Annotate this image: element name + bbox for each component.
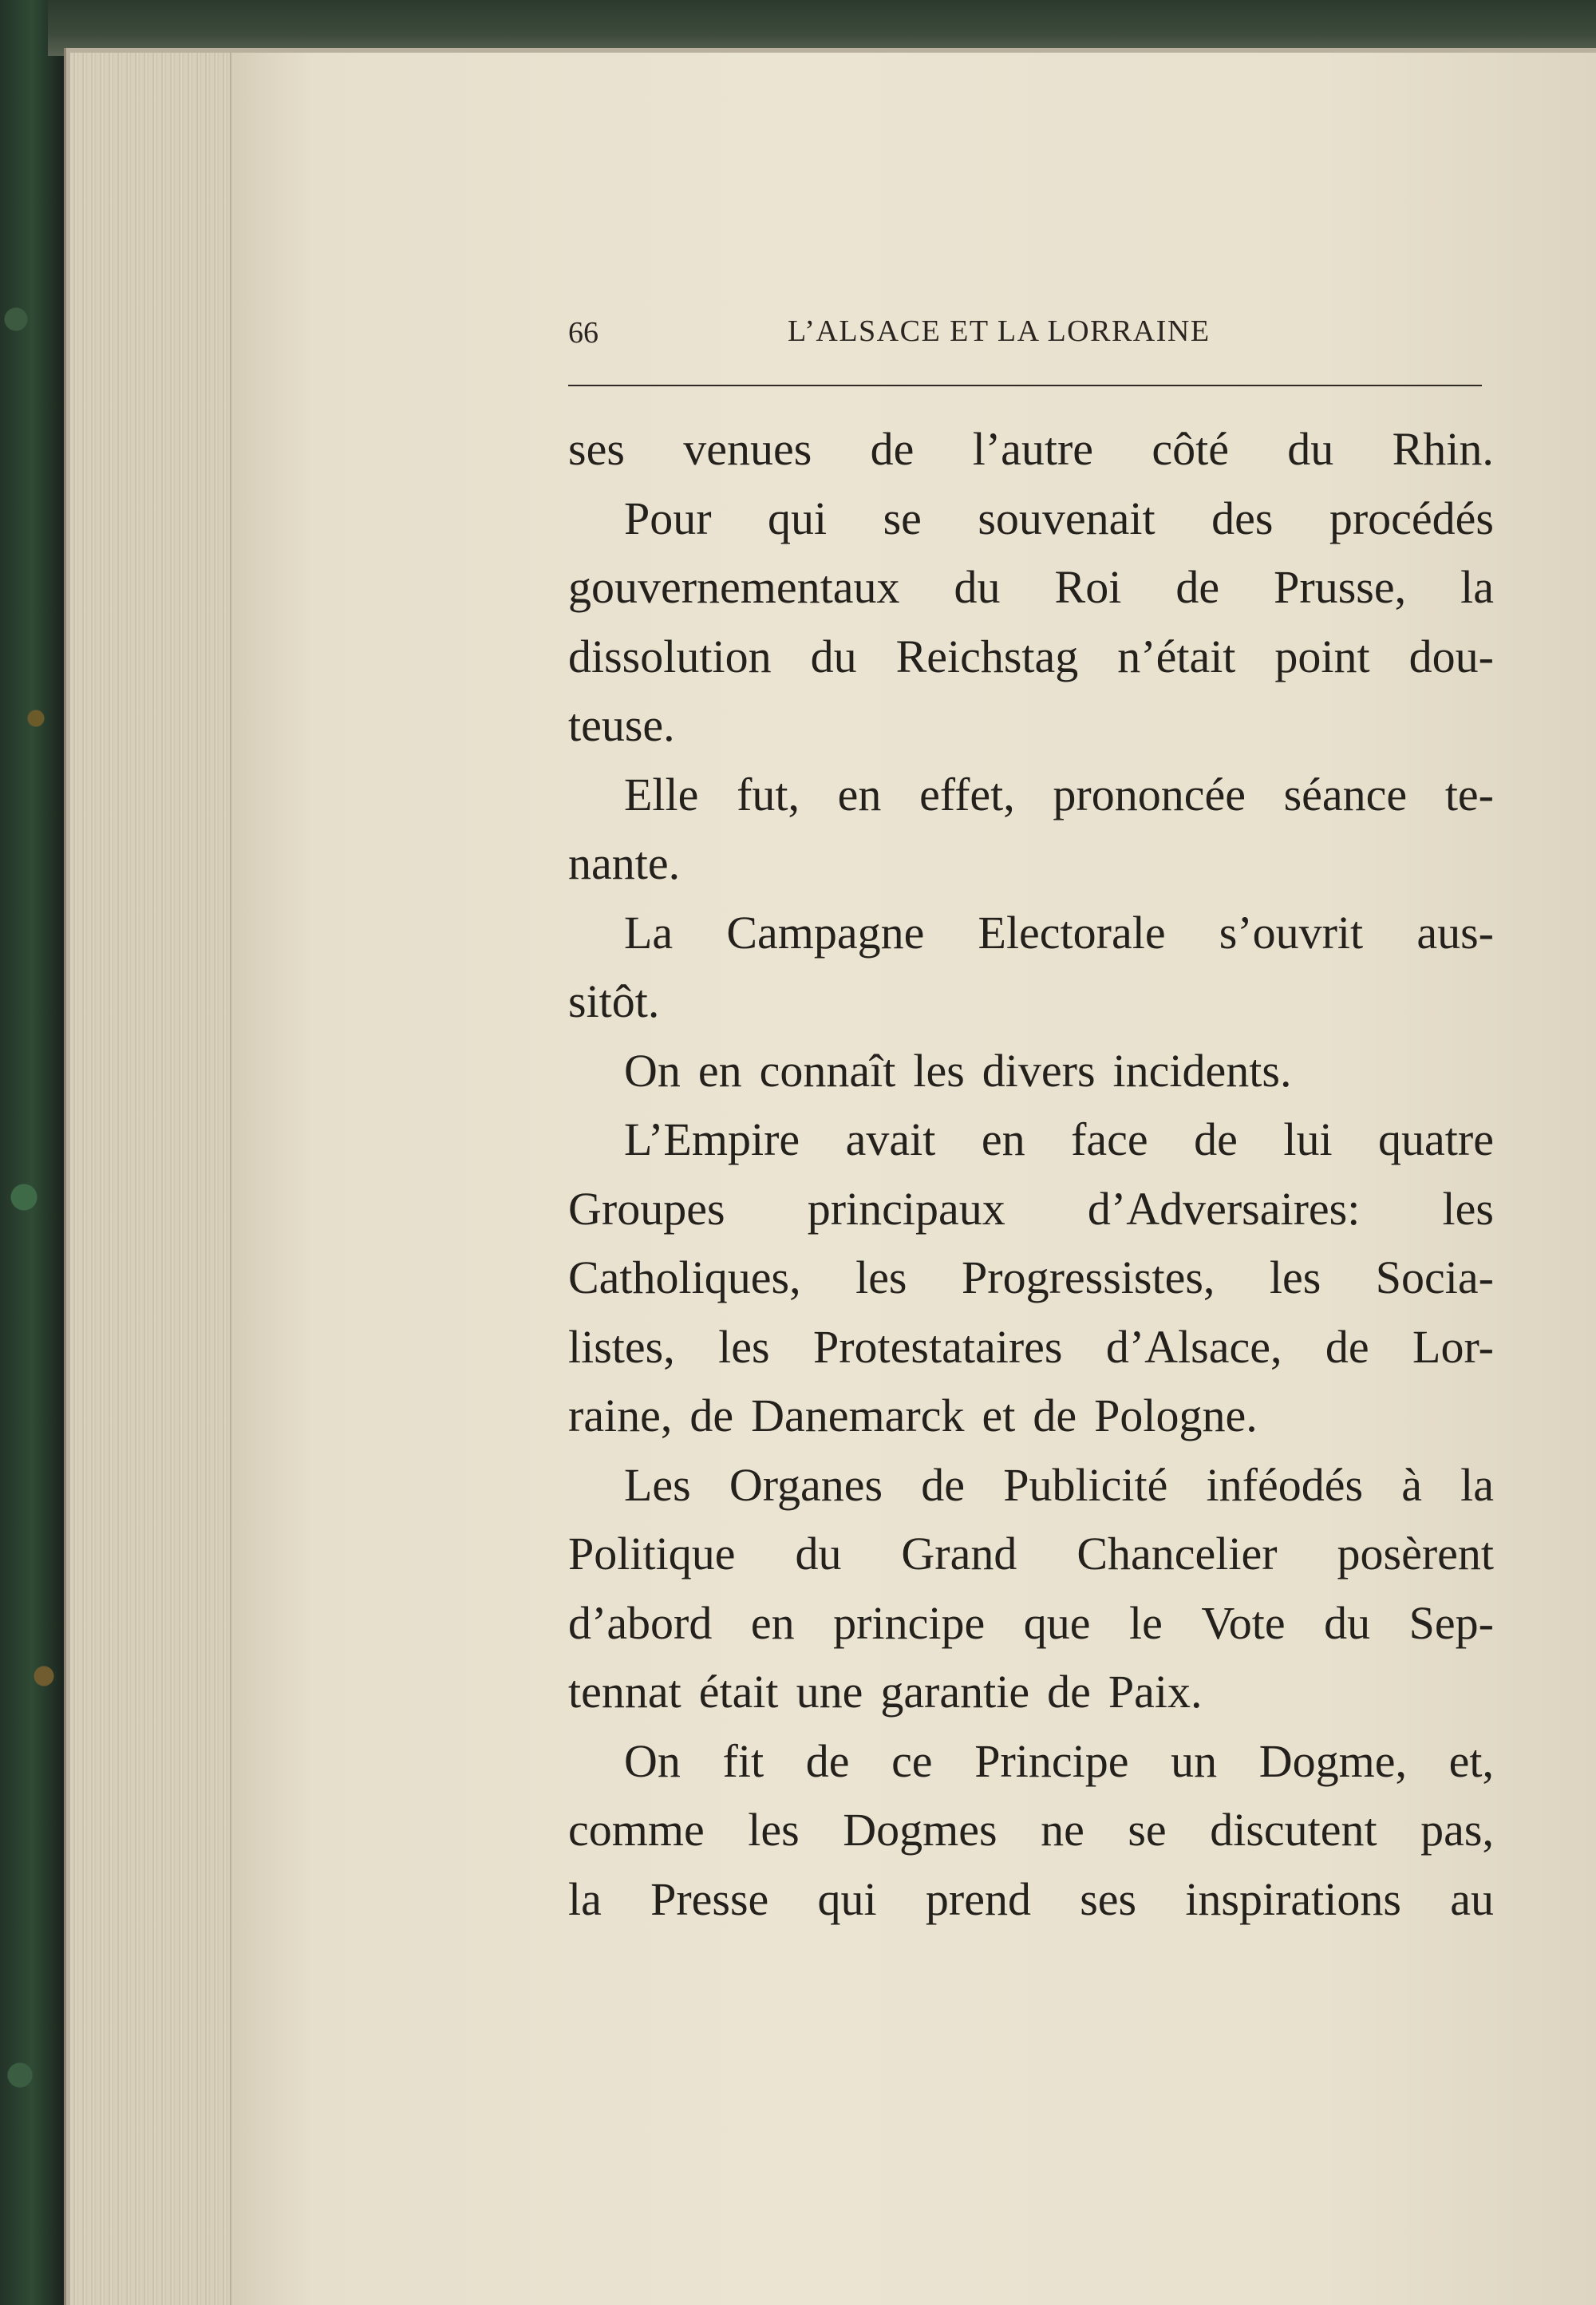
text-line: Catholiques, les Progressistes, les Socia-	[568, 1251, 1494, 1303]
running-head: L’ALSACE ET LA LORRAINE	[788, 314, 1211, 348]
text-line: la Presse qui prend ses inspirations au	[568, 1872, 1494, 1925]
text-line: Elle fut, en effet, prononcée séance te-	[624, 768, 1494, 820]
text-line: L’Empire avait en face de lui quatre	[624, 1113, 1494, 1165]
text-line: d’abord en principe que le Vote du Sep-	[568, 1596, 1494, 1649]
text-line: Politique du Grand Chancelier posèrent	[568, 1528, 1494, 1579]
text-line: tennat était une garantie de Paix.	[568, 1666, 1203, 1718]
text-line: ses venues de l’autre côté du Rhin.	[568, 423, 1494, 475]
text-line: teuse.	[568, 699, 675, 751]
text-line: raine, de Danemarck et de Pologne.	[568, 1390, 1258, 1441]
text-line: comme les Dogmes ne se discutent pas,	[568, 1804, 1494, 1856]
text-line: nante.	[568, 837, 681, 889]
header-rule	[568, 385, 1482, 386]
text-line: listes, les Protestataires d’Alsace, de Lor-	[568, 1320, 1494, 1373]
page-header	[568, 307, 1482, 363]
body-text	[568, 415, 1494, 1934]
text-line: On en connaît les divers incidents.	[624, 1044, 1292, 1097]
text-line: gouvernementaux du Roi de Prusse, la	[568, 561, 1494, 613]
text-line: Groupes principaux d’Adversaires: les	[568, 1182, 1494, 1235]
text-line: La Campagne Electorale s’ouvrit aus-	[624, 906, 1494, 959]
page-edges	[70, 53, 230, 2305]
text-line: dissolution du Reichstag n’était point dou-	[568, 630, 1494, 682]
page-number: 66	[568, 316, 598, 350]
text-line: Pour qui se souvenait des procédés	[624, 492, 1494, 544]
text-line: Les Organes de Publicité inféodés à la	[624, 1458, 1494, 1511]
text-line: On fit de ce Principe un Dogme, et,	[624, 1734, 1494, 1787]
text-line: sitôt.	[568, 975, 660, 1027]
